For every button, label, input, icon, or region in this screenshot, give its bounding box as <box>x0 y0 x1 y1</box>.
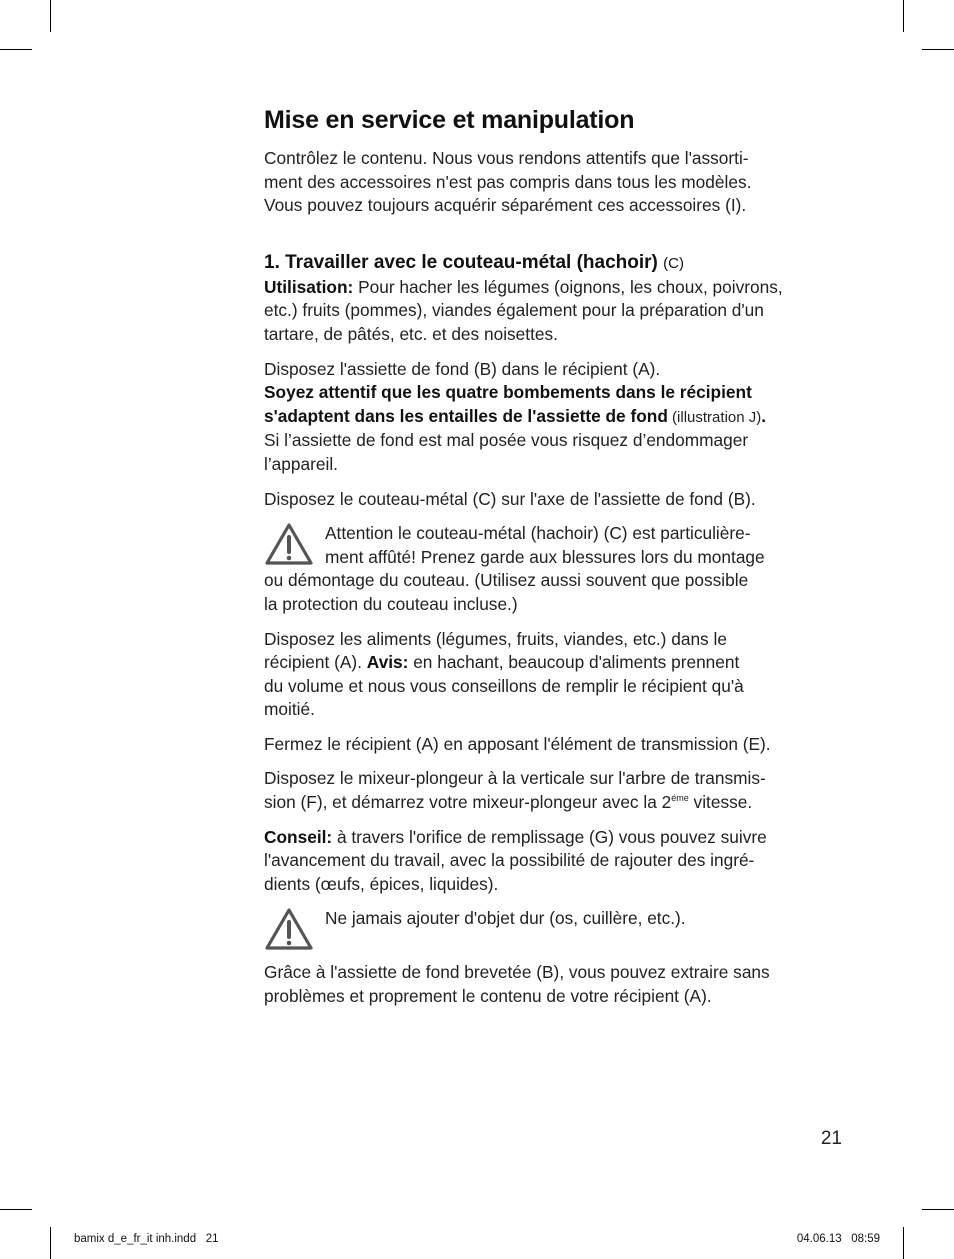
warning-triangle-icon <box>264 522 314 566</box>
intro-line: ment des accessoires n'est pas compris dans tous les modèles. <box>264 171 752 192</box>
avis-label: Avis: <box>366 652 409 673</box>
conseil-text: l'avancement du travail, avec la possibilité de rajouter des ingré- <box>264 850 755 871</box>
warning-text <box>264 522 844 616</box>
warning-line: ment affûté! Prenez garde aux blessures lors du montage <box>325 546 765 567</box>
mixeur-text: vitesse. <box>688 792 753 813</box>
assiette-dot: . <box>761 405 767 426</box>
crop-mark <box>922 1209 954 1210</box>
section-heading <box>264 252 844 274</box>
assiette-paragraph <box>264 358 844 477</box>
mixeur-text: sion (F), et démarrez votre mixeur-plongeur avec la 2 <box>264 792 672 813</box>
intro-paragraph <box>264 147 844 218</box>
warning-text <box>264 907 844 931</box>
crop-mark <box>903 1227 904 1259</box>
utilisation-text: etc.) fruits (pommes), viandes également pour la préparation d'un <box>264 300 764 321</box>
fermez-paragraph: Fermez le récipient (A) en apposant l'élément de transmission (E). <box>264 733 771 754</box>
intro-line: Contrôlez le contenu. Nous vous rendons attentifs que l'assorti- <box>264 148 749 168</box>
superscript: éme <box>671 793 689 804</box>
aliments-text: en hachant, beaucoup d'aliments prennent <box>408 652 740 673</box>
grace-text: problèmes et proprement le contenu de votre récipient (A). <box>264 986 712 1007</box>
grace-paragraph <box>264 961 844 1008</box>
assiette-bold-text: s'adaptent dans les entailles de l'assiette de fond <box>264 405 668 426</box>
utilisation-text: Pour hacher les légumes (oignons, les choux, poivrons, <box>353 276 783 297</box>
warning-block-knife <box>264 522 844 616</box>
crop-mark <box>922 49 954 50</box>
grace-text: Grâce à l'assiette de fond brevetée (B), vous pouvez extraire sans <box>264 962 770 983</box>
crop-mark <box>0 49 32 50</box>
conseil-text: à travers l'orifice de remplissage (G) vous pouvez suivre <box>332 826 767 847</box>
crop-mark <box>50 0 51 32</box>
page-content <box>264 106 844 1009</box>
mixeur-text: Disposez le mixeur-plongeur à la verticale sur l'arbre de transmis- <box>264 768 766 789</box>
crop-mark <box>50 1227 51 1259</box>
crop-mark <box>903 0 904 32</box>
crop-mark <box>0 1209 32 1210</box>
aliments-text: récipient (A). <box>264 652 367 673</box>
conseil-text: dients (œufs, épices, liquides). <box>264 873 499 894</box>
warning-block-hard-objects <box>264 907 844 951</box>
mixeur-paragraph <box>264 767 844 814</box>
utilisation-text: tartare, de pâtés, etc. et des noisettes. <box>264 323 558 344</box>
assiette-bold-text: Soyez attentif que les quatre bombements dans le récipient <box>264 382 752 403</box>
warning-line: la protection du couteau incluse.) <box>264 593 518 614</box>
utilisation-paragraph <box>264 276 844 347</box>
warning-triangle-icon <box>264 907 314 951</box>
aliments-text: du volume et nous vous conseillons de remplir le récipient qu'à <box>264 675 744 696</box>
illustration-ref: (illustration J) <box>667 408 762 426</box>
assiette-text: Disposez l'assiette de fond (B) dans le récipient (A). <box>264 358 661 379</box>
section-title: 1. Travailler avec le couteau-métal (hachoir) <box>264 251 658 273</box>
assiette-text: l’appareil. <box>264 453 338 474</box>
aliments-text: Disposez les aliments (légumes, fruits, viandes, etc.) dans le <box>264 628 727 649</box>
aliments-paragraph <box>264 628 844 722</box>
intro-line: Vous pouvez toujours acquérir séparément ces accessoires (I). <box>264 195 747 216</box>
section-ref: (C) <box>663 254 684 272</box>
print-slug-right: 04.06.13 08:59 <box>796 1233 880 1245</box>
page-title: Mise en service et manipulation <box>264 106 635 134</box>
warning-line: ou démontage du couteau. (Utilisez aussi souvent que possible <box>264 570 749 591</box>
assiette-text: Si l’assiette de fond est mal posée vous risquez d’endommager <box>264 430 749 451</box>
print-slug-left: bamix d_e_fr_it inh.indd 21 <box>74 1233 219 1245</box>
couteau-paragraph: Disposez le couteau-métal (C) sur l'axe de l'assiette de fond (B). <box>264 488 756 509</box>
page-number: 21 <box>820 1128 842 1149</box>
conseil-label: Conseil: <box>264 826 333 847</box>
utilisation-label: Utilisation: <box>264 276 354 297</box>
aliments-text: moitié. <box>264 699 315 720</box>
warning-line: Attention le couteau-métal (hachoir) (C) est particulière- <box>325 523 751 544</box>
warning-line: Ne jamais ajouter d'objet dur (os, cuillère, etc.). <box>325 908 686 929</box>
conseil-paragraph <box>264 826 844 897</box>
